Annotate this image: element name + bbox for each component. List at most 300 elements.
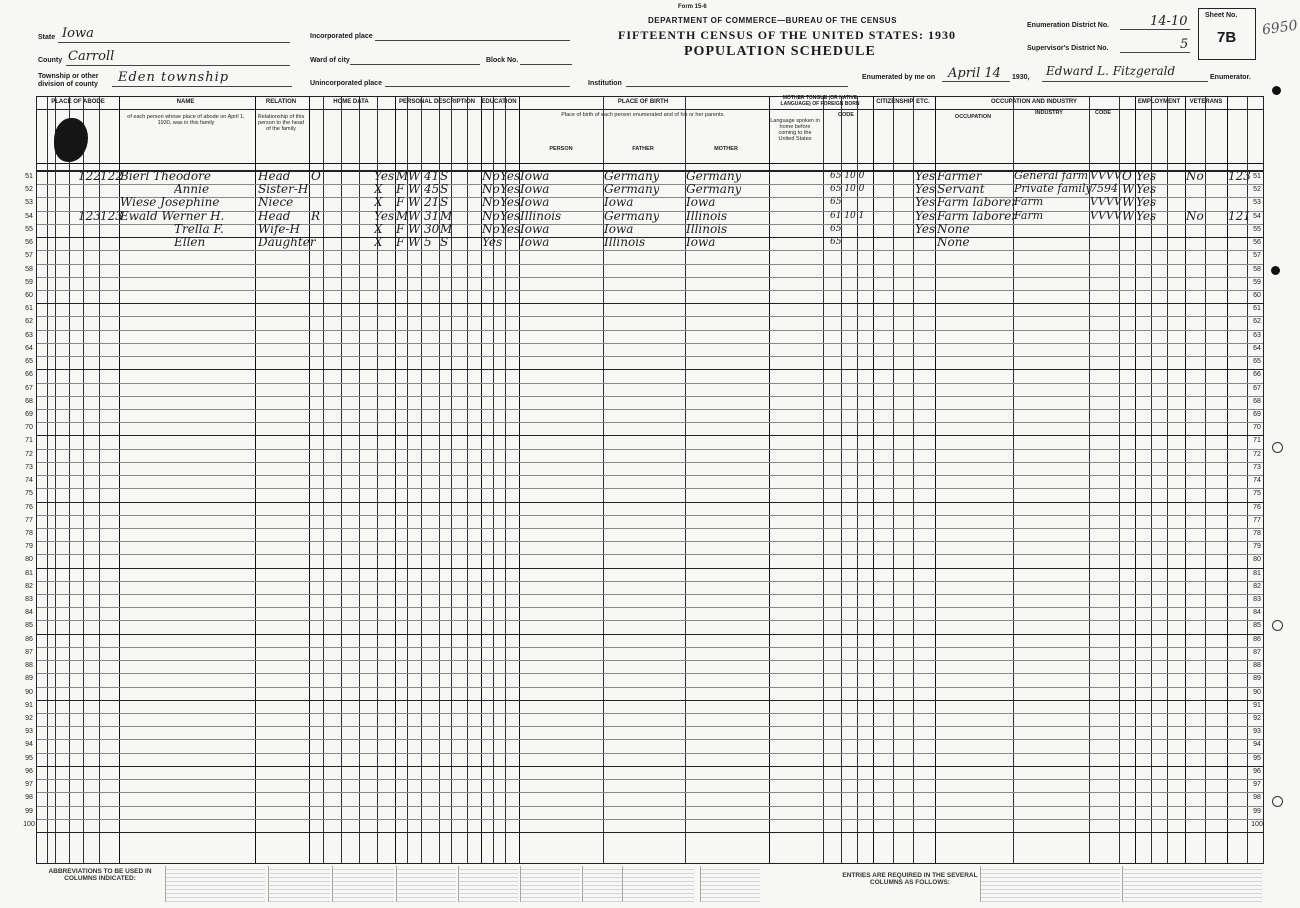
line-number: 98 [1253,794,1261,802]
row-divider [37,449,1263,450]
cell-occ-code: 7594 [1090,182,1118,196]
sheet-label: Sheet No. [1205,12,1238,19]
footer-legend-box [700,866,760,902]
row-divider [37,766,1263,767]
cell-industry: Farm [1014,208,1044,222]
group-name: NAME [176,99,195,105]
line-number: 51 [1253,173,1261,180]
mt-code-header: CODE [838,112,854,118]
footer-legend-box [396,866,456,902]
department-line: DEPARTMENT OF COMMERCE—BUREAU OF THE CENSUS [648,16,897,25]
cell-marital: M [440,208,453,223]
line-number: 81 [1253,569,1261,577]
cell-name: Ellen [174,235,206,250]
row-divider [37,383,1263,384]
footer-legend-box [520,866,580,902]
cell-class: W [1122,208,1135,223]
row-divider [37,422,1263,423]
row-divider [37,343,1263,344]
column-divider [359,97,360,863]
line-number: 93 [1253,728,1261,736]
line-number: 60 [1253,291,1261,299]
cell-mother: Iowa [686,235,716,250]
column-divider [823,97,824,863]
footer-legend-box [268,866,330,902]
line-number: 98 [25,794,33,802]
enumerator-name: Edward L. Fitzgerald [1046,64,1176,78]
row-divider [37,660,1263,661]
cell-school: No [482,182,500,197]
row-divider [37,726,1263,727]
cell-marital: S [440,169,449,183]
line-number: 82 [1253,582,1261,590]
line-number: 53 [25,199,33,207]
cell-birth: Iowa [520,169,550,183]
line-number: 90 [1253,688,1261,696]
state-value: Iowa [62,26,94,41]
cell-father: Germany [604,182,660,197]
sd-value: 5 [1180,37,1189,52]
line-number: 83 [25,596,33,604]
line-number: 64 [1253,344,1261,352]
row-divider [37,409,1263,410]
group-personal: PERSONAL DESCRIPTION [399,99,475,105]
cell-speak: Yes [915,208,936,223]
language-column-desc: Language spoken in home before coming to the United States [770,118,820,143]
column-divider [1205,97,1206,863]
occ-code-header: CODE [1095,110,1111,116]
entries-title: ENTRIES ARE REQUIRED IN THE SEVERAL COLUMNS AS FOLLOWS: [842,872,978,887]
line-number: 66 [1253,371,1261,379]
binder-hole [1271,266,1280,275]
cell-tenure: O [311,169,321,183]
occupation-header: OCCUPATION [954,114,992,120]
cell-speak: Yes [915,195,936,210]
row-divider [37,396,1263,397]
line-number: 95 [1253,754,1261,762]
row-divider [37,277,1263,278]
line-number: 94 [1253,741,1261,749]
binder-hole [1272,86,1281,95]
cell-name: Bierl Theodore [120,169,211,183]
birth-person-header: PERSON [549,146,573,152]
cell-class: O [1122,169,1132,183]
line-number: 54 [1253,212,1261,220]
cell-marital: S [440,235,449,250]
line-number: 51 [25,173,33,180]
row-divider [37,753,1263,754]
line-number: 69 [25,410,33,418]
line-number: 96 [25,767,33,775]
cell-race: W [408,221,421,236]
group-veterans: VETERANS [1189,99,1223,105]
cell-occ-code: VVVV [1090,208,1122,222]
cell-school: No [482,195,500,210]
line-number: 64 [25,344,33,352]
relation-column-desc: Relationship of this person to the head of the family [257,114,305,133]
line-number: 85 [25,622,33,630]
cell-farm: 123 [1228,169,1251,183]
line-number: 100 [1251,820,1263,828]
line-number: 80 [25,556,33,564]
cell-age: 31 [424,208,440,223]
line-number: 85 [1253,622,1261,630]
cell-work: Yes [1136,169,1157,183]
row-divider [37,832,1263,833]
cell-sex: M [396,208,409,223]
cell-school: Yes [482,235,503,250]
line-number: 86 [1253,635,1261,643]
cell-age: 30 [424,221,440,236]
cell-relation: Head [258,169,291,183]
line-number: 65 [25,358,33,366]
cell-sex: F [396,235,405,250]
line-number: 99 [1253,807,1261,815]
cell-race: W [408,169,421,183]
cell-radio: X [374,221,383,236]
column-divider [255,97,256,863]
census-title: FIFTEENTH CENSUS OF THE UNITED STATES: 1930 [618,28,956,42]
line-number: 61 [25,305,33,313]
cell-birth: Iowa [520,235,550,250]
row-divider [37,330,1263,331]
line-number: 95 [25,754,33,762]
group-education: EDUCATION [481,99,517,105]
cell-read: Yes [500,182,521,197]
cell-occupation: Farm laborer [937,208,1018,223]
line-number: 94 [25,741,33,749]
line-number: 66 [25,371,33,379]
line-number: 70 [1253,424,1261,432]
line-number: 78 [1253,529,1261,537]
column-divider [323,97,324,863]
cell-age: 5 [424,235,432,250]
cell-mother: Illinois [686,208,728,223]
line-number: 57 [1253,252,1261,260]
line-number: 92 [25,715,33,723]
column-divider [893,97,894,863]
row-divider [37,819,1263,820]
line-number: 96 [1253,767,1261,775]
line-number: 76 [1253,503,1261,511]
row-divider [37,475,1263,476]
cell-vet: No [1186,208,1204,223]
cell-name: Trella F. [174,221,224,236]
group-employment: EMPLOYMENT [1137,99,1181,105]
row-divider [37,488,1263,489]
column-divider [873,97,874,863]
cell-sex: F [396,221,405,236]
cell-industry: General farm [1014,169,1089,182]
line-number: 77 [25,516,33,524]
column-divider [55,97,56,863]
footer-legend-box [332,866,394,902]
cell-mother: Germany [686,169,742,183]
line-number: 86 [25,635,33,643]
cell-relation: Head [258,208,291,223]
line-number: 75 [1253,490,1261,498]
cell-speak: Yes [915,169,936,183]
row-divider [37,515,1263,516]
line-number: 88 [25,662,33,670]
column-divider [769,97,770,863]
cell-code: 61 10 1 [830,210,865,221]
line-number: 68 [25,397,33,405]
line-number: 71 [1253,437,1261,445]
line-number: 67 [1253,384,1261,392]
row-divider [37,290,1263,291]
cell-school: No [482,221,500,236]
line-number: 62 [1253,318,1261,326]
row-divider [37,316,1263,317]
cell-code: 65 10 0 [830,171,865,181]
line-number: 53 [1253,199,1261,207]
row-divider [37,197,1263,198]
row-divider [37,594,1263,595]
line-number: 91 [25,701,33,709]
line-number: 93 [25,728,33,736]
ed-label: Enumeration District No. [1027,22,1110,29]
cell-name: Ewald Werner H. [120,208,225,223]
line-number: 92 [1253,715,1261,723]
line-number: 89 [25,675,33,683]
cell-sex: F [396,182,405,197]
incorporated-label: Incorporated place [310,33,373,40]
township-label: Township or other division of county [38,73,99,88]
line-number: 58 [25,265,33,273]
enumerated-label: Enumerated by me on [862,74,936,81]
line-number: 55 [25,225,33,233]
footer-legend-box [622,866,694,902]
row-divider [37,541,1263,542]
cell-school: No [482,169,500,183]
line-number: 91 [1253,701,1261,709]
cell-occupation: Farmer [937,169,982,183]
line-number: 63 [25,331,33,339]
cell-relation: Wife-H [258,221,301,236]
cell-name: Annie [174,182,210,197]
line-number: 71 [25,437,33,445]
ed-value: 14-10 [1150,14,1188,29]
county-value: Carroll [68,49,115,64]
cell-occupation: Servant [937,182,985,197]
line-number: 89 [1253,675,1261,683]
line-number: 56 [1253,239,1261,247]
row-divider [37,713,1263,714]
margin-number: 6950 [1261,17,1299,39]
line-number: 99 [25,807,33,815]
line-number: 73 [1253,463,1261,471]
line-number: 87 [25,648,33,656]
state-label: State [38,34,56,41]
cell-farm: 121 [1228,208,1251,223]
cell-race: W [408,182,421,197]
row-divider [37,581,1263,582]
group-mother-tongue: MOTHER TONGUE (OR NATIVE LANGUAGE) OF FOREIGN BORN [780,95,860,107]
line-number: 87 [1253,648,1261,656]
cell-occ-code: VVVV [1090,169,1122,182]
cell-relation: Niece [258,195,294,210]
line-number: 88 [1253,662,1261,670]
cell-marital: S [440,182,449,197]
row-divider [37,779,1263,780]
birth-mother-header: MOTHER [714,146,738,152]
row-divider [37,462,1263,463]
line-number: 72 [25,450,33,458]
cell-race: W [408,208,421,223]
institution-label: Institution [588,80,622,87]
footer-legend-box [582,866,622,902]
cell-age: 21 [424,195,440,210]
birth-column-desc: Place of birth of each person enumerated and of his or her parents. [561,112,725,118]
line-number: 52 [25,186,33,194]
row-divider [37,792,1263,793]
row-divider [37,356,1263,357]
line-number: 81 [25,569,33,577]
column-divider [47,97,48,863]
line-number: 63 [1253,331,1261,339]
row-divider [37,568,1263,569]
cell-work: Yes [1136,182,1157,197]
line-number: 80 [1253,556,1261,564]
line-number: 83 [1253,596,1261,604]
cell-occupation: Farm laborer [937,195,1018,210]
line-number: 65 [1253,358,1261,366]
binder-ring [1272,442,1283,453]
cell-occupation: None [937,221,970,236]
line-number: 61 [1253,305,1261,313]
line-number: 76 [25,503,33,511]
cell-work: Yes [1136,208,1157,223]
cell-occupation: None [937,235,970,250]
cell-relation: Daughter [258,235,316,250]
row-divider [37,687,1263,688]
column-divider [309,97,310,863]
cell-age: 45 [424,182,440,197]
year-text: 1930, [1012,74,1030,81]
cell-read: Yes [500,169,521,183]
cell-father: Germany [604,208,660,223]
cell-industry: Farm [1014,195,1044,209]
row-divider [37,303,1263,304]
line-number: 58 [1253,265,1261,273]
cell-class: W [1122,195,1135,210]
cell-father: Illinois [604,235,646,250]
column-divider [69,97,70,863]
cell-family: 123 [100,208,123,223]
row-divider [37,528,1263,529]
row-divider [37,620,1263,621]
cell-father: Iowa [604,221,634,236]
cell-vet: No [1186,169,1204,183]
line-number: 54 [25,212,33,220]
line-number: 73 [25,463,33,471]
footer-legend-box [165,866,265,902]
line-number: 79 [1253,543,1261,551]
line-number: 100 [23,820,35,828]
cell-birth: Iowa [520,221,550,236]
cell-marital: M [440,221,453,236]
line-number: 84 [25,609,33,617]
ward-label: Ward of city [310,57,350,64]
cell-radio: X [374,182,383,197]
line-number: 60 [25,291,33,299]
group-relation: RELATION [265,99,297,105]
cell-father: Iowa [604,195,634,210]
line-number: 78 [25,529,33,537]
cell-marital: S [440,195,449,210]
cell-race: W [408,235,421,250]
line-number: 74 [1253,477,1261,485]
cell-tenure: R [311,208,321,223]
group-occupation: OCCUPATION AND INDUSTRY [991,99,1077,105]
line-number: 59 [25,278,33,286]
binder-ring [1272,620,1283,631]
cell-mother: Illinois [686,221,728,236]
column-divider [935,97,936,863]
cell-industry: Private family [1014,182,1092,196]
row-divider [37,554,1263,555]
sd-label: Supervisor's District No. [1027,45,1109,52]
row-divider [37,502,1263,503]
row-divider [37,607,1263,608]
cell-birth: Iowa [520,195,550,210]
group-home: HOME DATA [333,99,369,105]
cell-code: 65 10 0 [830,184,865,195]
cell-dwelling: 122 [78,169,101,183]
cell-radio: X [374,235,383,250]
line-number: 59 [1253,278,1261,286]
column-divider [341,97,342,863]
sheet-box [1198,8,1256,60]
cell-speak: Yes [915,182,936,197]
footer-legend-box [458,866,518,902]
line-number: 67 [25,384,33,392]
cell-sex: M [396,169,409,183]
group-abode: PLACE OF ABODE [51,99,105,105]
row-divider [37,739,1263,740]
line-number: 72 [1253,450,1261,458]
birth-father-header: FATHER [632,146,654,152]
name-column-desc: of each person whose place of abode on April 1, 1930, was in this family [127,114,245,127]
row-divider [37,806,1263,807]
enumerator-label: Enumerator. [1210,74,1251,81]
cell-occ-code: VVVV [1090,195,1122,209]
row-divider [37,673,1263,674]
binder-ring [1272,796,1283,807]
line-number: 55 [1253,225,1261,233]
group-citizenship: CITIZENSHIP, ETC. [876,99,930,105]
column-divider [421,97,422,863]
row-divider [37,647,1263,648]
unincorporated-label: Unincorporated place [310,80,382,87]
column-divider [1167,97,1168,863]
line-number: 57 [25,252,33,260]
cell-race: W [408,195,421,210]
line-number: 77 [1253,516,1261,524]
cell-radio: Yes [374,169,395,183]
cell-radio: Yes [374,208,395,223]
cell-birth: Illinois [520,208,562,223]
cell-age: 41 [424,169,440,183]
line-number: 74 [25,477,33,485]
line-number: 97 [25,781,33,789]
line-number: 52 [1253,186,1261,194]
row-divider [37,264,1263,265]
cell-code: 65 [830,237,842,248]
cell-school: No [482,208,500,223]
footer-legend-box [1122,866,1262,902]
